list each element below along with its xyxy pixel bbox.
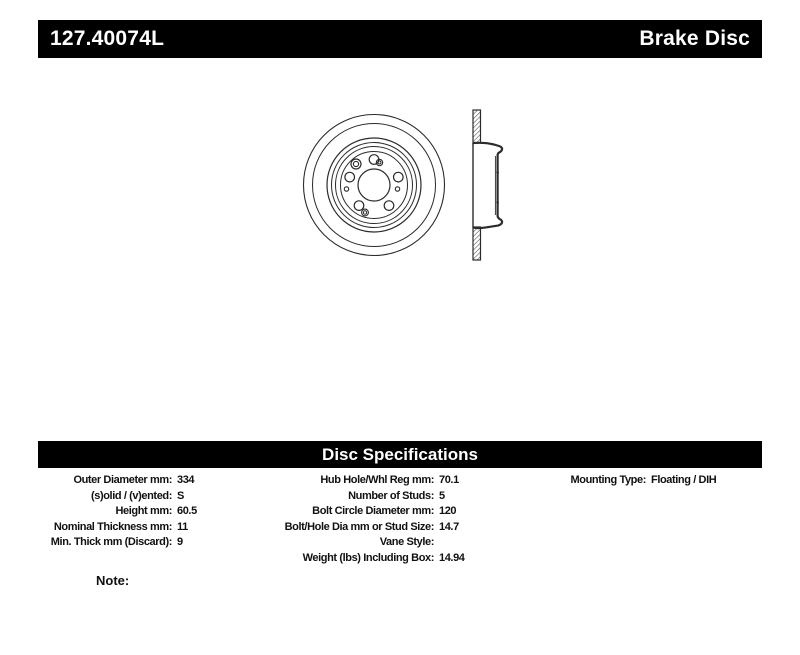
spec-column-middle xyxy=(278,473,494,566)
spec-value: 14.7 xyxy=(439,520,459,533)
disc-specifications-bar xyxy=(38,441,762,468)
spec-row-number-of-studs xyxy=(278,489,494,505)
spec-label: Vane Style: xyxy=(379,536,434,548)
spec-row-weight xyxy=(278,551,494,567)
spec-row-min-thickness xyxy=(38,535,232,551)
product-type: Brake Disc xyxy=(639,27,750,50)
spec-row-height xyxy=(38,504,232,520)
detail-holes xyxy=(344,159,399,216)
hub-hole xyxy=(358,169,390,201)
spec-row-solid-vented xyxy=(38,489,232,505)
spec-row-mounting-type xyxy=(545,473,745,489)
spec-value: 334 xyxy=(177,474,195,486)
spec-label: Mounting Type: xyxy=(570,474,646,486)
friction-ring-bottom-section xyxy=(473,227,481,260)
disc-front-view-drawing xyxy=(304,115,445,256)
spec-row-bolt-circle-diameter xyxy=(278,504,494,520)
spec-row-nominal-thickness xyxy=(38,520,232,536)
spec-value: Floating / DIH xyxy=(651,474,717,486)
spec-column-left xyxy=(38,473,232,551)
spec-label: Weight (lbs) Including Box: xyxy=(302,551,434,564)
spec-value: S xyxy=(177,489,184,502)
disc-side-view-drawing xyxy=(473,110,502,260)
spec-label: Bolt Circle Diameter mm: xyxy=(312,505,434,517)
title-bar xyxy=(38,20,762,58)
spec-value: 5 xyxy=(439,489,445,502)
spec-label: Nominal Thickness mm: xyxy=(53,520,172,533)
spec-label: Hub Hole/Whl Reg mm: xyxy=(320,474,434,486)
spec-row-hub-hole xyxy=(278,473,494,489)
section-title: Disc Specifications xyxy=(322,444,478,464)
spec-value: 9 xyxy=(177,536,183,548)
spec-label: Outer Diameter mm: xyxy=(73,474,172,486)
spec-value: 60.5 xyxy=(177,505,197,517)
friction-ring-top-section xyxy=(473,110,481,143)
part-number: 127.40074L xyxy=(50,27,165,50)
hat-profile-outline xyxy=(473,143,502,228)
spec-label: (s)olid / (v)ented: xyxy=(90,489,172,502)
spec-row-outer-diameter xyxy=(38,473,232,489)
spec-row-vane-style xyxy=(278,535,494,551)
spec-value: 11 xyxy=(177,520,188,533)
spec-label: Height mm: xyxy=(115,505,172,517)
spec-label: Bolt/Hole Dia mm or Stud Size: xyxy=(284,520,434,533)
spec-value xyxy=(434,535,494,551)
brake-disc-technical-drawing xyxy=(280,90,530,280)
spec-column-right xyxy=(545,473,745,489)
spec-label: Number of Studs: xyxy=(348,489,434,502)
spec-value: 14.94 xyxy=(439,551,465,564)
spec-label: Min. Thick mm (Discard): xyxy=(50,536,172,548)
spec-value: 120 xyxy=(439,505,457,517)
spec-row-bolt-hole-dia xyxy=(278,520,494,536)
spec-value: 70.1 xyxy=(439,474,459,486)
note-label: Note: xyxy=(96,573,130,588)
